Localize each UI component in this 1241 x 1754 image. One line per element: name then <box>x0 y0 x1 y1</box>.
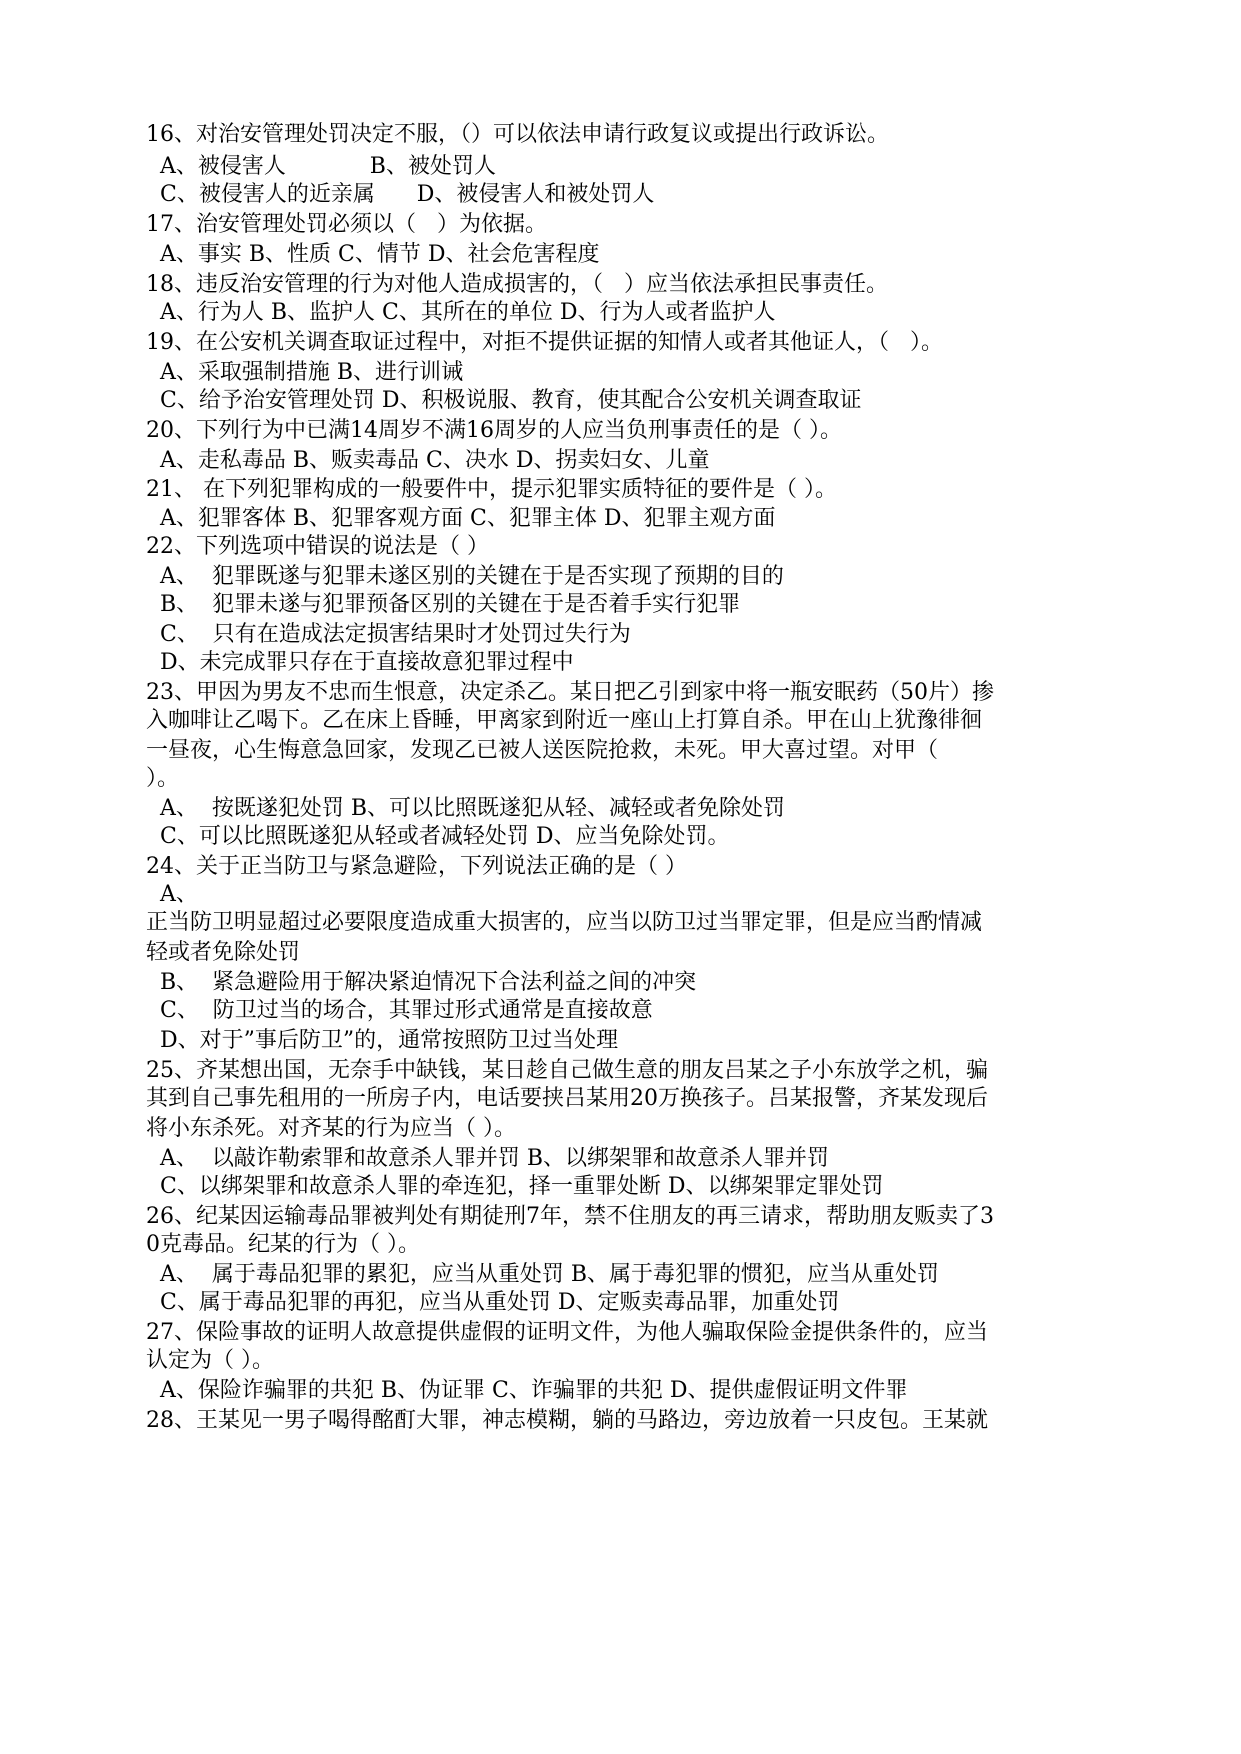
text-line: 28、王某见一男子喝得酩酊大罪，神志模糊，躺的马路边，旁边放着一只皮包。王某就 <box>146 1408 988 1433</box>
text-line: 正当防卫明显超过必要限度造成重大损害的，应当以防卫过当罪定罪，但是应当酌情减 <box>146 910 983 935</box>
text-line: A、采取强制措施 B、进行训诫 <box>146 360 464 385</box>
text-line: A、保险诈骗罪的共犯 B、伪证罪 C、诈骗罪的共犯 D、提供虚假证明文件罪 <box>146 1378 908 1403</box>
text-line: 21、 在下列犯罪构成的一般要件中，提示犯罪实质特征的要件是（ ）。 <box>146 477 837 502</box>
text-line: 24、关于正当防卫与紧急避险，下列说法正确的是（ ） <box>146 854 687 879</box>
text-line: B、 犯罪未遂与犯罪预备区别的关键在于是否着手实行犯罪 <box>146 592 741 617</box>
text-line: 其到自己事先租用的一所房子内，电话要挟吕某用20万换孩子。吕某报警，齐某发现后 <box>146 1086 988 1111</box>
text-line: 25、齐某想出国，无奈手中缺钱，某日趁自己做生意的朋友吕某之子小东放学之机，骗 <box>146 1058 988 1083</box>
text-line: ）。 <box>146 766 180 791</box>
text-line: C、被侵害人的近亲属 D、被侵害人和被处罚人 <box>146 182 655 207</box>
text-line: 26、纪某因运输毒品罪被判处有期徒刑7年，禁不住朋友的再三请求，帮助朋友贩卖了3 <box>146 1204 994 1229</box>
text-line: B、 紧急避险用于解决紧迫情况下合法利益之间的冲突 <box>146 970 697 995</box>
text-line: A、 <box>146 882 198 907</box>
text-line: 19、在公安机关调查取证过程中，对拒不提供证据的知情人或者其他证人，（ ）。 <box>146 330 943 355</box>
text-line: 22、下列选项中错误的说法是（ ） <box>146 534 489 559</box>
text-line: 16、对治安管理处罚决定不服，（）可以依法申请行政复议或提出行政诉讼。 <box>146 122 889 147</box>
text-line: 入咖啡让乙喝下。乙在床上昏睡，甲离家到附近一座山上打算自杀。甲在山上犹豫徘徊 <box>146 708 983 733</box>
text-line: 23、甲因为男友不忠而生恨意，决定杀乙。某日把乙引到家中将一瓶安眠药（50片）掺 <box>146 680 994 705</box>
text-line: D、对于”事后防卫”的，通常按照防卫过当处理 <box>146 1028 619 1053</box>
text-line: C、 只有在造成法定损害结果时才处罚过失行为 <box>146 622 631 647</box>
text-line: 18、违反治安管理的行为对他人造成损害的，（ ）应当依法承担民事责任。 <box>146 272 888 297</box>
text-line: 0克毒品。纪某的行为（ ）。 <box>146 1232 420 1257</box>
text-line: A、事实 B、性质 C、情节 D、社会危害程度 <box>146 242 600 267</box>
text-line: 轻或者免除处罚 <box>146 940 301 965</box>
text-line: A、犯罪客体 B、犯罪客观方面 C、犯罪主体 D、犯罪主观方面 <box>146 506 776 531</box>
text-line: A、 属于毒品犯罪的累犯，应当从重处罚 B、属于毒犯罪的惯犯，应当从重处罚 <box>146 1262 940 1287</box>
text-line: 认定为（ ）。 <box>146 1348 274 1373</box>
text-line: A、行为人 B、监护人 C、其所在的单位 D、行为人或者监护人 <box>146 300 776 325</box>
text-line: 将小东杀死。对齐某的行为应当（ ）。 <box>146 1116 516 1141</box>
text-line: 17、治安管理处罚必须以（ ）为依据。 <box>146 212 547 237</box>
text-line: C、 防卫过当的场合，其罪过形式通常是直接故意 <box>146 998 653 1023</box>
text-line: A、 犯罪既遂与犯罪未遂区别的关键在于是否实现了预期的目的 <box>146 564 784 589</box>
text-line: A、 以敲诈勒索罪和故意杀人罪并罚 B、以绑架罪和故意杀人罪并罚 <box>146 1146 830 1171</box>
text-line: A、 按既遂犯处罚 B、可以比照既遂犯从轻、减轻或者免除处罚 <box>146 796 786 821</box>
text-line: C、属于毒品犯罪的再犯，应当从重处罚 D、定贩卖毒品罪，加重处罚 <box>146 1290 840 1315</box>
text-line: 一昼夜，心生悔意急回家，发现乙已被人送医院抢救，未死。甲大喜过望。对甲（ <box>146 738 939 763</box>
text-line: D、未完成罪只存在于直接故意犯罪过程中 <box>146 650 574 675</box>
text-line: 27、保险事故的证明人故意提供虚假的证明文件，为他人骗取保险金提供条件的，应当 <box>146 1320 988 1345</box>
text-line: 20、下列行为中已满14周岁不满16周岁的人应当负刑事责任的是（ ）。 <box>146 418 842 443</box>
text-line: A、被侵害人 B、被处罚人 <box>146 154 496 179</box>
text-line: C、以绑架罪和故意杀人罪的牵连犯，择一重罪处断 D、以绑架罪定罪处罚 <box>146 1174 884 1199</box>
text-line: C、可以比照既遂犯从轻或者减轻处罚 D、应当免除处罚。 <box>146 824 730 849</box>
text-line: A、走私毒品 B、贩卖毒品 C、决水 D、拐卖妇女、儿童 <box>146 448 710 473</box>
text-line: C、给予治安管理处罚 D、积极说服、教育，使其配合公安机关调查取证 <box>146 388 862 413</box>
